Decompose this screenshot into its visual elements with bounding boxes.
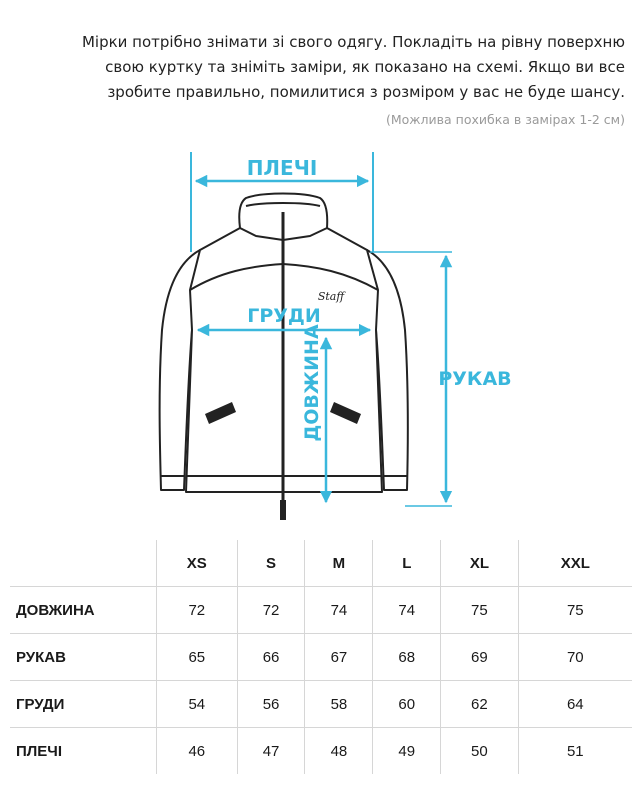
table-cell: 58 — [305, 681, 373, 728]
size-header-corner — [10, 540, 157, 587]
size-header-xs: XS — [157, 540, 238, 587]
row-label-chest: ГРУДИ — [10, 681, 157, 728]
table-row — [10, 728, 632, 775]
table-cell: 47 — [237, 728, 305, 775]
row-label-sleeve: РУКАВ — [10, 634, 157, 681]
table-row — [10, 587, 632, 634]
length-label: ДОВЖИНА — [301, 324, 323, 442]
table-cell: 65 — [157, 634, 238, 681]
table-cell: 67 — [305, 634, 373, 681]
table-cell: 49 — [373, 728, 441, 775]
table-cell: 54 — [157, 681, 238, 728]
table-cell: 69 — [441, 634, 518, 681]
table-cell: 75 — [441, 587, 518, 634]
intro-text — [15, 30, 625, 105]
zipper-pull — [280, 500, 286, 520]
size-header-row — [10, 540, 632, 587]
table-cell: 68 — [373, 634, 441, 681]
intro-line-1: Мірки потрібно знімати зі свого одягу. Покладіть на рівну поверхню — [81, 33, 625, 51]
row-label-length: ДОВЖИНА — [10, 587, 157, 634]
table-cell: 48 — [305, 728, 373, 775]
sleeve-label: РУКАВ — [438, 368, 512, 390]
size-header-xl: XL — [441, 540, 518, 587]
size-table — [10, 540, 632, 774]
table-cell: 64 — [518, 681, 632, 728]
table-cell: 62 — [441, 681, 518, 728]
chest-label: ГРУДИ — [247, 305, 321, 327]
table-cell: 50 — [441, 728, 518, 775]
table-cell: 72 — [237, 587, 305, 634]
shoulders-label: ПЛЕЧІ — [246, 156, 318, 180]
size-header-m: M — [305, 540, 373, 587]
size-header-xxl: XXL — [518, 540, 632, 587]
table-cell: 56 — [237, 681, 305, 728]
row-label-shoulders: ПЛЕЧІ — [10, 728, 157, 775]
jacket-diagram — [0, 140, 643, 530]
jacket-diagram-svg — [0, 140, 643, 530]
table-cell: 70 — [518, 634, 632, 681]
table-cell: 60 — [373, 681, 441, 728]
table-cell: 51 — [518, 728, 632, 775]
intro-line-2: свою куртку та зніміть заміри, як показано на схемі. Якщо ви все — [105, 58, 625, 76]
table-cell: 46 — [157, 728, 238, 775]
table-cell: 66 — [237, 634, 305, 681]
table-row — [10, 634, 632, 681]
size-header-l: L — [373, 540, 441, 587]
table-row — [10, 681, 632, 728]
table-cell: 74 — [305, 587, 373, 634]
table-cell: 72 — [157, 587, 238, 634]
table-cell: 75 — [518, 587, 632, 634]
size-header-s: S — [237, 540, 305, 587]
jacket-logo: Staff — [317, 290, 345, 303]
intro-line-3: зробите правильно, помилитися з розміром у вас не буде шансу. — [107, 83, 625, 101]
table-cell: 74 — [373, 587, 441, 634]
tolerance-note: (Можлива похибка в замірах 1-2 см) — [385, 112, 625, 127]
